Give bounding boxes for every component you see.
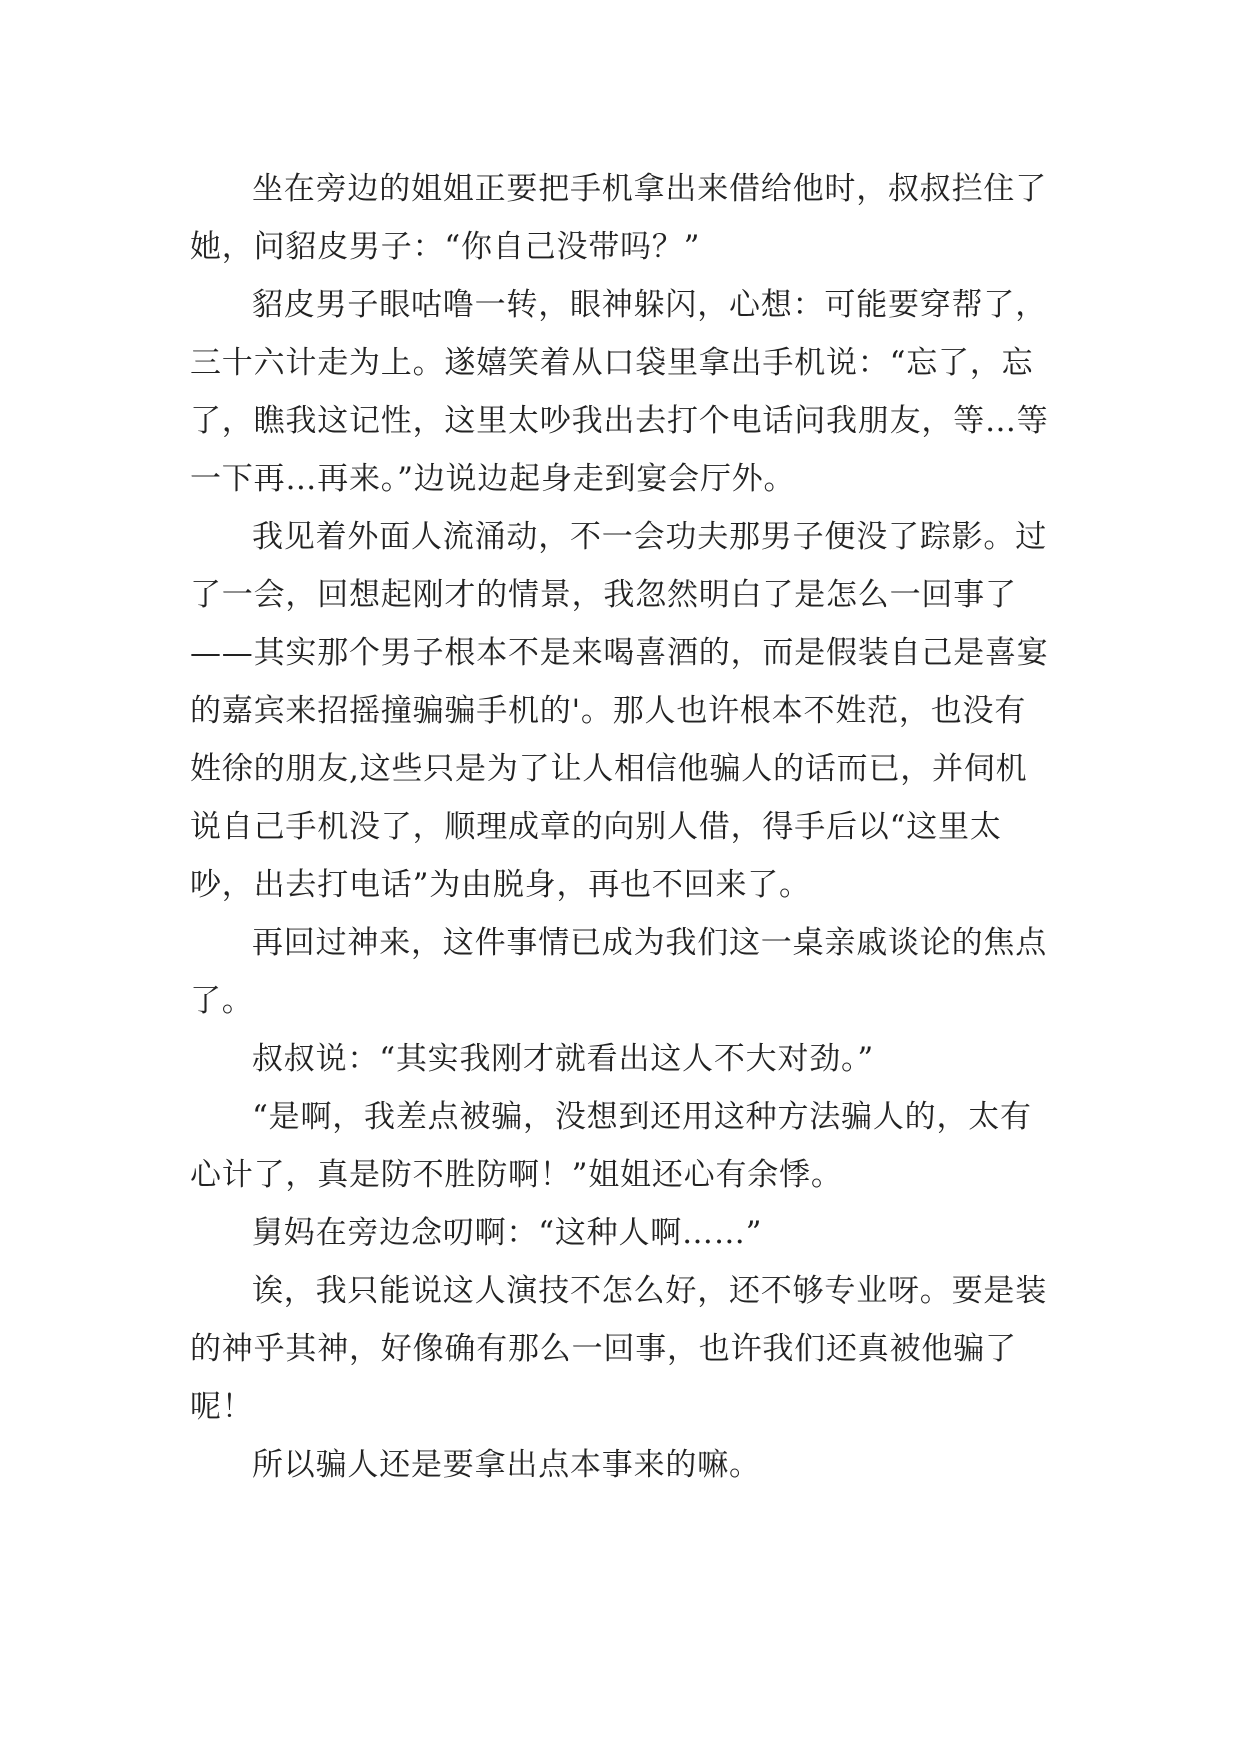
paragraph: 舅妈在旁边念叨啊：“这种人啊……” <box>252 1215 763 1251</box>
paragraph: 再回过神来，这件事情已成为我们这一桌亲戚谈论的焦点了。 <box>190 925 1047 1019</box>
paragraph: 叔叔说：“其实我刚才就看出这人不大对劲。” <box>252 1041 874 1077</box>
paragraph: 我见着外面人流涌动，不一会功夫那男子便没了踪影。过了一会，回想起刚才的情景，我忽然明白了是怎么一回事了——其实那个男子根本不是来喝喜酒的，而是假装自己是喜宴的嘉宾来招摇撞骗骗手机的'。那人也许根本不姓范，也没有姓徐的朋友,这些只是为了让人相信他骗人的话而已，并伺机说自己手机没了，顺理成章的向别人借，得手后以“这里太吵，出去打电话”为由脱身，再也不回来了。 <box>190 519 1049 903</box>
paragraph: 所以骗人还是要拿出点本事来的嘛。 <box>252 1447 761 1483</box>
paragraph: 坐在旁边的姐姐正要把手机拿出来借给他时，叔叔拦住了她，问貂皮男子：“你自己没带吗？” <box>190 171 1047 265</box>
paragraph: 诶，我只能说这人演技不怎么好，还不够专业呀。要是装的神乎其神，好像确有那么一回事，也许我们还真被他骗了呢！ <box>190 1273 1047 1425</box>
paragraph: 貂皮男子眼咕噜一转，眼神躲闪，心想：可能要穿帮了，三十六计走为上。遂嬉笑着从口袋里拿出手机说：“忘了，忘了，瞧我这记性，这里太吵我出去打个电话问我朋友，等…等一下再…再来。”边说边起身走到宴会厅外。 <box>190 287 1049 497</box>
document-body <box>190 160 1050 1494</box>
paragraph: “是啊，我差点被骗，没想到还用这种方法骗人的，太有心计了，真是防不胜防啊！”姐姐还心有余悸。 <box>190 1099 1032 1193</box>
